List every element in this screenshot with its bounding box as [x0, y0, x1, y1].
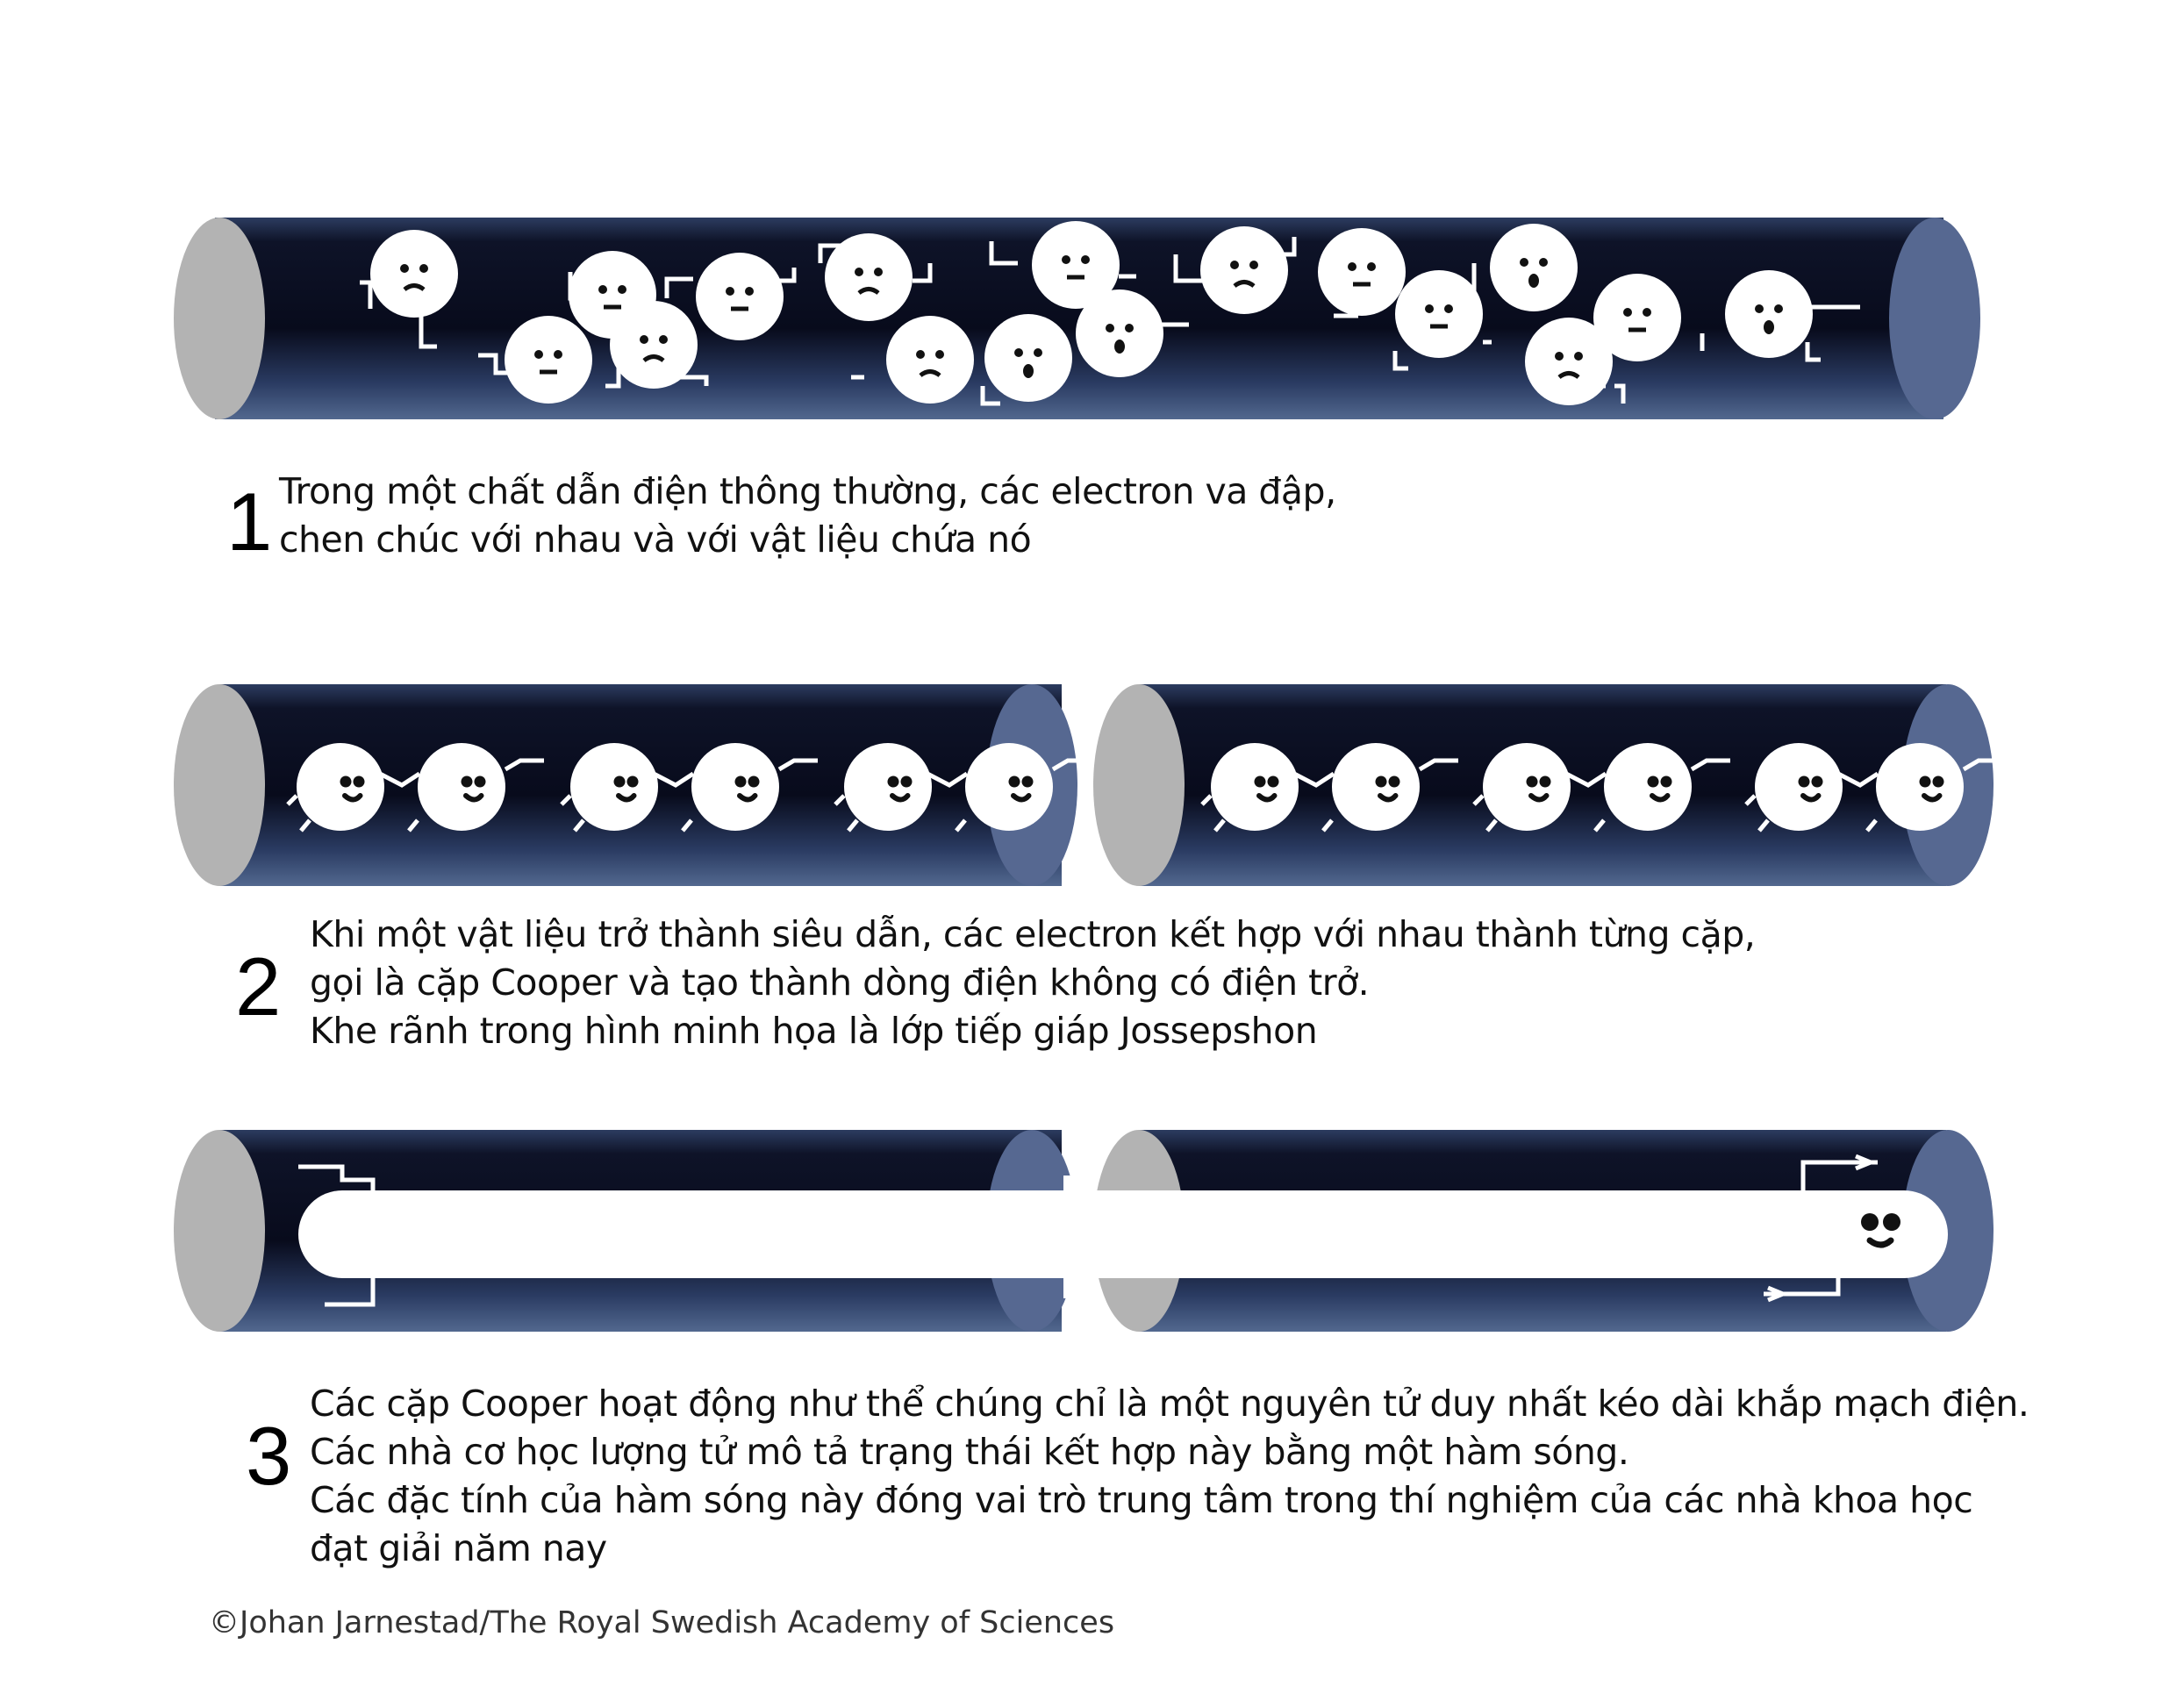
text-line: Trong một chất dẫn điện thông thường, các electron va đập, — [279, 470, 1336, 512]
electron — [1318, 228, 1406, 316]
panel-1-text — [279, 468, 1336, 564]
text-line: Các đặc tính của hàm sóng này đóng vai trò trung tâm trong thí nghiệm của các nhà khoa học — [310, 1479, 1973, 1521]
panel-number: 2 — [235, 940, 282, 1033]
text-line: Khi một vật liệu trở thành siêu dẫn, các electron kết hợp với nhau thành từng cặp, — [310, 913, 1756, 955]
panel-2-text — [310, 911, 1755, 1055]
credit: ©Johan Jarnestad/The Royal Swedish Academy of Sciences — [209, 1605, 1115, 1640]
text-line: Khe rãnh trong hình minh họa là lớp tiếp giáp Jossepshon — [310, 1010, 1318, 1052]
panel-3-text — [310, 1380, 2029, 1573]
text-line: Các cặp Cooper hoạt động như thể chúng chỉ là một nguyên tử duy nhất kéo dài khắp mạch điện. — [310, 1383, 2029, 1425]
text-line: gọi là cặp Cooper và tạo thành dòng điện không có điện trở. — [310, 961, 1370, 1004]
panel-number: 1 — [226, 475, 273, 568]
panel-number: 3 — [246, 1410, 292, 1502]
text-line: đạt giải năm nay — [310, 1527, 607, 1569]
text-line: chen chúc với nhau và với vật liệu chứa nó — [279, 518, 1032, 561]
text-line: Các nhà cơ học lượng tử mô tả trạng thái kết hợp này bằng một hàm sóng. — [310, 1431, 1629, 1473]
